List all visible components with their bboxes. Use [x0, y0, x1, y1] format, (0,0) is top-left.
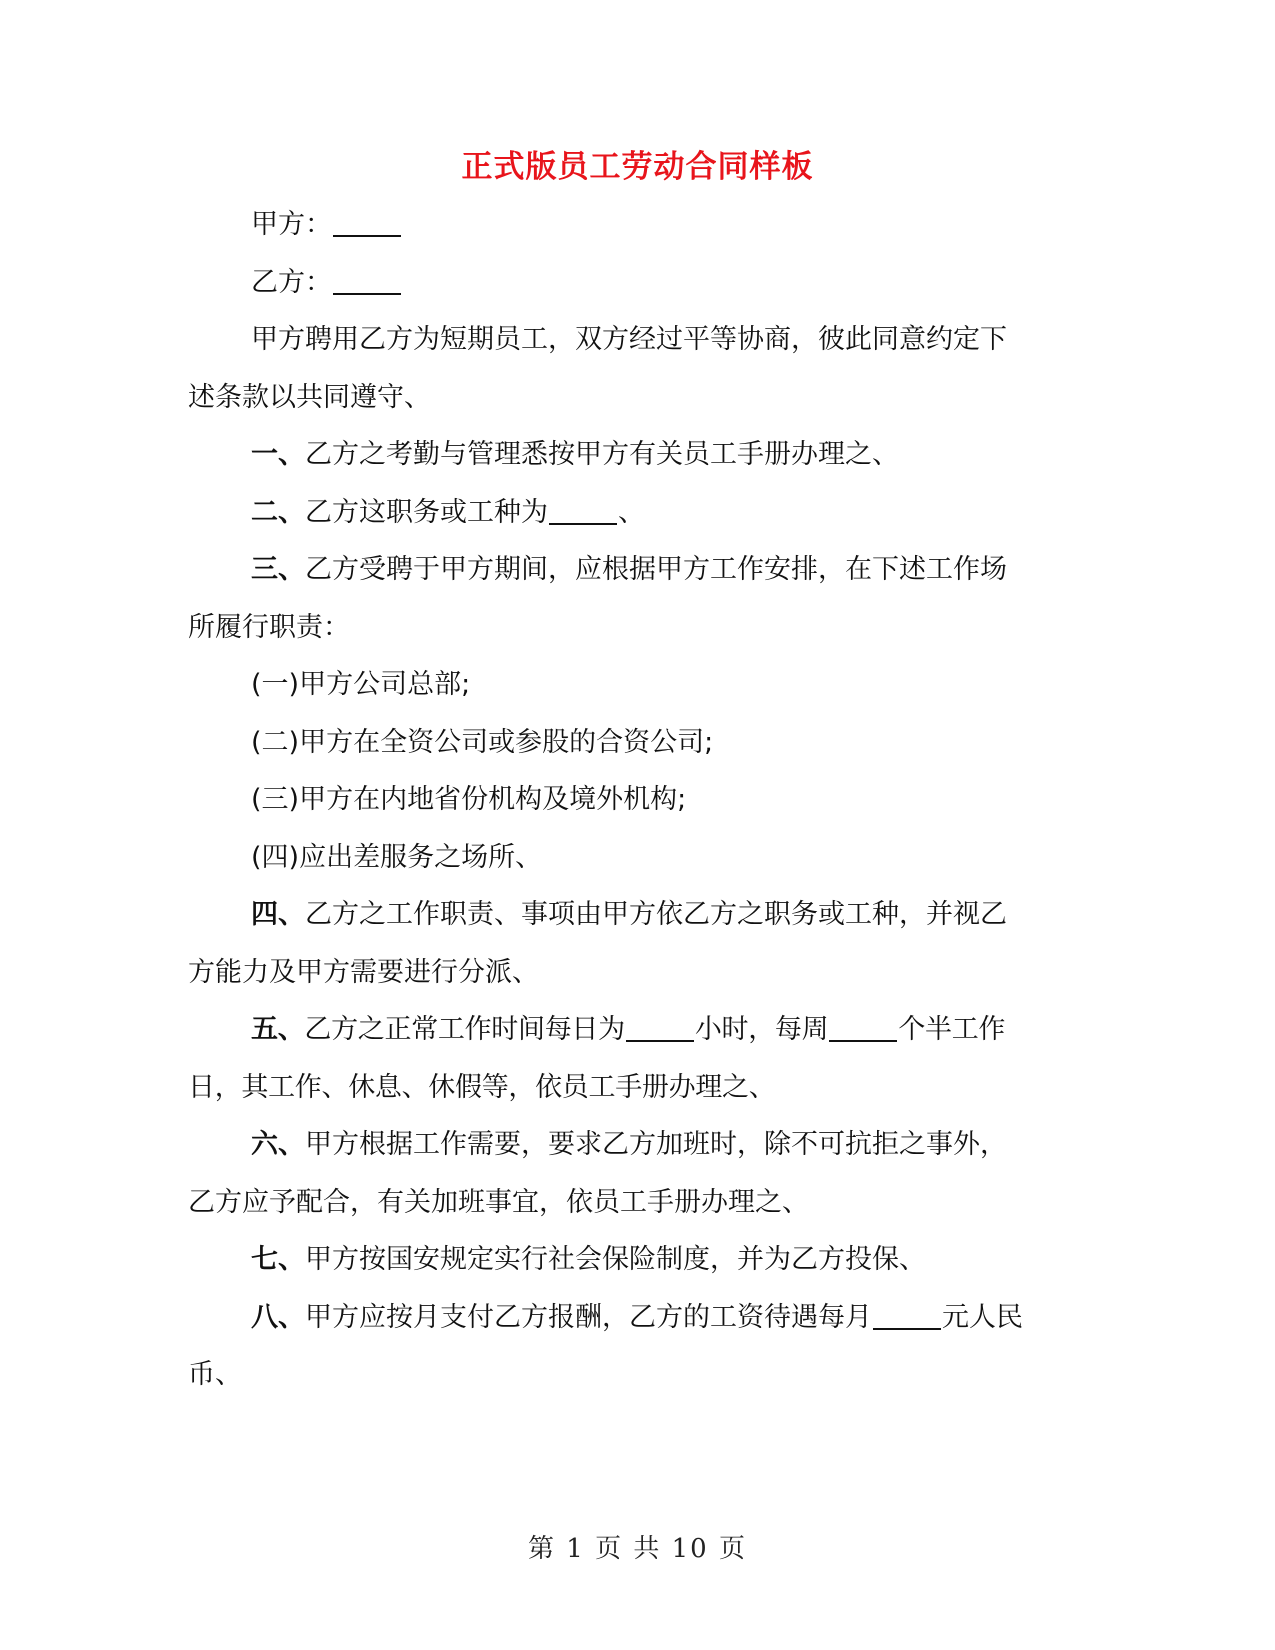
document-title: 正式版员工劳动合同样板 [461, 149, 814, 185]
clause-7-text: 甲方按国安规定实行社会保险制度，并为乙方投保、 [305, 1244, 926, 1275]
clause-4 [188, 886, 1088, 1001]
clause-1-number: 一、 [251, 439, 305, 470]
clause-7 [188, 1231, 1088, 1289]
sub-item-3: (三)甲方在内地省份机构及境外机构; [251, 784, 687, 815]
party-b-blank [333, 266, 401, 295]
clause-3 [188, 541, 1088, 656]
intro-line-1: 甲方聘用乙方为短期员工，双方经过平等协商，彼此同意约定下 [251, 324, 1007, 355]
clause-5-text-c: 个半工作 [898, 1014, 1006, 1045]
clause-4-line-1: 乙方之工作职责、事项由甲方依乙方之职务或工种，并视乙 [305, 899, 1007, 930]
document-body [188, 196, 1088, 1404]
clause-2 [188, 484, 1088, 542]
clause-5-number: 五、 [251, 1014, 305, 1045]
job-title-blank [549, 496, 617, 525]
clause-6-number: 六、 [251, 1129, 305, 1160]
clause-8-line-2: 币、 [188, 1359, 242, 1390]
clause-7-number: 七、 [251, 1244, 305, 1275]
clause-8-number: 八、 [251, 1301, 305, 1333]
weekly-days-blank [829, 1013, 897, 1042]
clause-1-text: 乙方之考勤与管理悉按甲方有关员工手册办理之、 [305, 439, 899, 470]
clause-6-line-2: 乙方应予配合，有关加班事宜，依员工手册办理之、 [188, 1186, 809, 1218]
clause-5-text-b: 小时，每周 [694, 1014, 829, 1045]
party-a-label: 甲方： [251, 209, 332, 240]
sub-item-1: (一)甲方公司总部; [251, 669, 471, 700]
sub-item-4: (四)应出差服务之场所、 [251, 841, 543, 873]
party-a-line [188, 196, 1088, 254]
intro-line-2: 述条款以共同遵守、 [188, 381, 431, 413]
clause-8-text-a: 甲方应按月支付乙方报酬，乙方的工资待遇每月 [305, 1301, 872, 1333]
clause-3-number: 三、 [251, 554, 305, 585]
clause-4-number: 四、 [251, 899, 305, 930]
clause-2-text: 乙方这职务或工种为 [305, 496, 548, 528]
clause-8 [188, 1289, 1088, 1404]
clause-5 [188, 1001, 1088, 1116]
clause-3-line-2: 所履行职责： [188, 611, 350, 643]
party-a-blank [333, 208, 401, 237]
clause-2-end: 、 [618, 496, 645, 528]
clause-1 [188, 426, 1088, 484]
clause-3-line-1: 乙方受聘于甲方期间，应根据甲方工作安排，在下述工作场 [305, 554, 1007, 585]
intro-paragraph [188, 311, 1088, 426]
clause-6-line-1: 甲方根据工作需要，要求乙方加班时，除不可抗拒之事外， [305, 1129, 1007, 1160]
clause-6 [188, 1116, 1088, 1231]
sub-item-2: (二)甲方在全资公司或参股的合资公司; [251, 726, 714, 758]
party-b-line [188, 254, 1088, 312]
party-b-label: 乙方： [251, 266, 332, 298]
clause-2-number: 二、 [251, 496, 305, 528]
clause-4-line-2: 方能力及甲方需要进行分派、 [188, 956, 539, 988]
page-number-footer: 第 1 页 共 10 页 [528, 1534, 747, 1564]
clause-5-text-a: 乙方之正常工作时间每日为 [304, 1014, 625, 1045]
clause-8-text-b: 元人民 [942, 1301, 1023, 1333]
monthly-salary-blank [873, 1301, 941, 1330]
clause-5-line-2: 日，其工作、休息、休假等，依员工手册办理之、 [188, 1071, 776, 1103]
daily-hours-blank [626, 1013, 694, 1042]
